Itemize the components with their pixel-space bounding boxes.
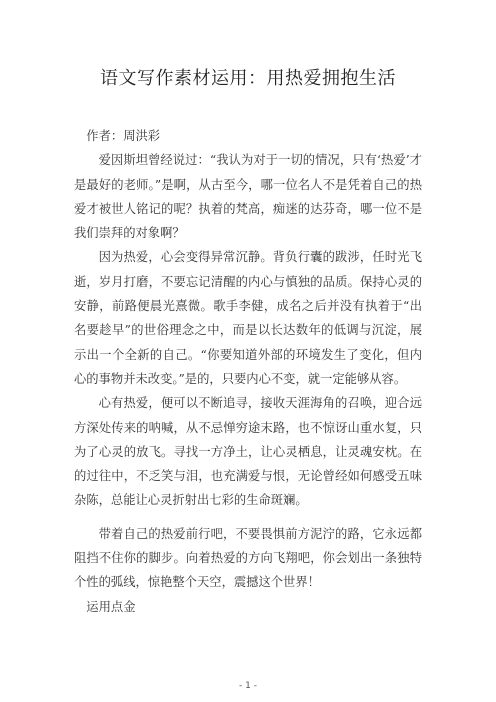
document-body: [74, 124, 422, 619]
author-line: 作者：周洪彩: [86, 129, 161, 143]
paragraph-2: 因为热爱，心会变得异常沉静。背负行囊的跋涉，任时光飞逝，岁月打磨，不要忘记清醒的内心与慎独的品质。保持心灵的安静，前路便晨光熹微。歌手李健，成名之后并没有执着于“出名要趁早”的世俗理念之中，而是以长达数年的低调与沉淀，展示出一个全新的自己。“你要知道外部的环境发生了变化，但内心的事物并未改变。”是的，只要内心不变，就一定能够从容。: [74, 250, 422, 386]
closing-heading: 运用点金: [86, 599, 136, 614]
paragraph-1: 爱因斯坦曾经说过：“我认为对于一切的情况，只有‘热爱’才是最好的老师。”是啊，从古至今，哪一位名人不是凭着自己的热爱才被世人铭记的呢？执着的梵高，痴迷的达芬奇，哪一位不是我们崇拜的对象啊？: [74, 153, 422, 241]
paragraph-4: 带着自己的热爱前行吧，不要畏惧前方泥泞的路，它永远都阻挡不住你的脚步。向着热爱的方向飞翔吧，你会划出一条独特个性的弧线，惊艳整个天空，震撼这个世界！: [74, 526, 422, 590]
document-title: 语文写作素材运用：用热爱拥抱生活: [100, 68, 396, 89]
paragraph-gap: [74, 513, 422, 522]
page-number: - 1 -: [239, 681, 257, 691]
paragraph-3: 心有热爱，便可以不断追寻，接收天涯海角的召唤，迎合远方深处传来的呐喊，从不忌惮穷途末路，也不惊讶山重水复，只为了心灵的放飞。寻找一方净土，让心灵栖息，让灵魂安枕。在的过往中，不乏笑与泪，也充满爱与恨，无论曾经如何感受五味杂陈，总能让心灵折射出七彩的生命斑斓。: [74, 396, 422, 508]
